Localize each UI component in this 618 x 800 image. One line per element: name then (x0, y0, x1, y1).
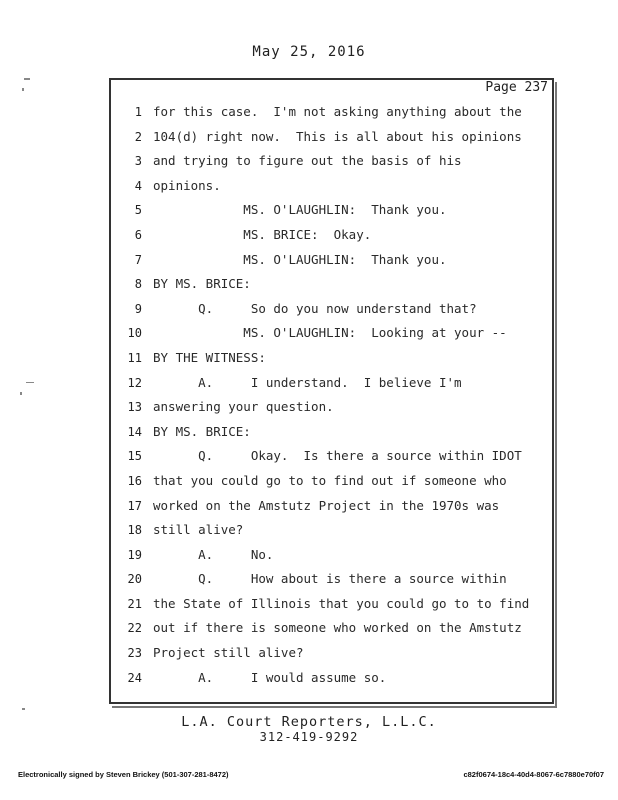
line-number: 24 (127, 670, 142, 685)
scan-speck (20, 392, 22, 395)
line-number: 7 (134, 252, 142, 267)
transcript-line: opinions. (153, 177, 221, 193)
line-number: 15 (127, 449, 142, 464)
transcript-line: MS. O'LAUGHLIN: Looking at your -- (153, 325, 507, 341)
court-reporter-name: L.A. Court Reporters, L.L.C. (181, 714, 437, 730)
transcript-line: BY MS. BRICE: (153, 276, 251, 292)
transcript-line: Q. So do you now understand that? (153, 300, 477, 316)
transcript-line: for this case. I'm not asking anything about the (153, 104, 522, 119)
transcript-line: A. No. (153, 546, 274, 562)
scan-speck (24, 78, 30, 80)
line-number: 1 (134, 105, 142, 119)
line-number: 4 (134, 178, 142, 193)
transcript-line: still alive? (153, 522, 244, 538)
line-number: 6 (134, 227, 142, 242)
document-id: c82f0674-18c4-40d4-8067-6c7880e70f07 (463, 770, 604, 779)
electronic-signature: Electronically signed by Steven Brickey (501-307-281-8472) (18, 770, 229, 779)
transcript-line: BY MS. BRICE: (153, 423, 251, 439)
court-reporter-phone: 312-419-9292 (259, 730, 359, 744)
line-number: 9 (134, 301, 142, 316)
line-number: 5 (134, 203, 142, 218)
line-number: 12 (127, 375, 142, 390)
line-number: 21 (127, 596, 142, 611)
line-number: 18 (127, 523, 142, 538)
transcript-line: Q. How about is there a source within (153, 571, 507, 587)
transcript-line: that you could go to to find out if someone who (153, 472, 507, 488)
line-number: 22 (127, 621, 142, 636)
scan-speck (22, 708, 25, 710)
line-number: 14 (127, 424, 142, 439)
transcript-line: MS. BRICE: Okay. (153, 226, 372, 242)
line-number: 2 (134, 129, 142, 144)
transcript-line: A. I would assume so. (153, 669, 387, 685)
transcript-line: the State of Illinois that you could go to to find (153, 595, 530, 611)
page-number: Page 237 (485, 80, 548, 95)
line-number: 16 (127, 473, 142, 488)
transcript-line: worked on the Amstutz Project in the 1970s was (153, 497, 500, 513)
transcript-line: answering your question. (153, 399, 334, 415)
transcript-line: BY THE WITNESS: (153, 349, 266, 365)
line-number-column (110, 100, 142, 690)
transcript-line: out if there is someone who worked on the Amstutz (153, 620, 522, 636)
line-number: 11 (127, 350, 142, 365)
line-number: 8 (134, 277, 142, 292)
line-number: 19 (127, 547, 142, 562)
transcript-date: May 25, 2016 (252, 44, 366, 60)
transcript-line: MS. O'LAUGHLIN: Thank you. (153, 202, 447, 218)
scan-speck (22, 88, 24, 91)
line-number: 23 (127, 646, 142, 661)
transcript-line: A. I understand. I believe I'm (153, 374, 462, 390)
transcript-line: Q. Okay. Is there a source within IDOT (153, 448, 522, 464)
line-number: 3 (134, 154, 142, 169)
transcript-line: 104(d) right now. This is all about his opinions (153, 128, 522, 144)
transcript-body (153, 100, 548, 690)
transcript-line: MS. O'LAUGHLIN: Thank you. (153, 251, 447, 267)
transcript-line: and trying to figure out the basis of his (153, 153, 462, 169)
line-number: 20 (127, 572, 142, 587)
scan-speck (26, 382, 34, 383)
line-number: 10 (127, 326, 142, 341)
transcript-line: Project still alive? (153, 645, 304, 661)
line-number: 13 (127, 400, 142, 415)
line-number: 17 (127, 498, 142, 513)
